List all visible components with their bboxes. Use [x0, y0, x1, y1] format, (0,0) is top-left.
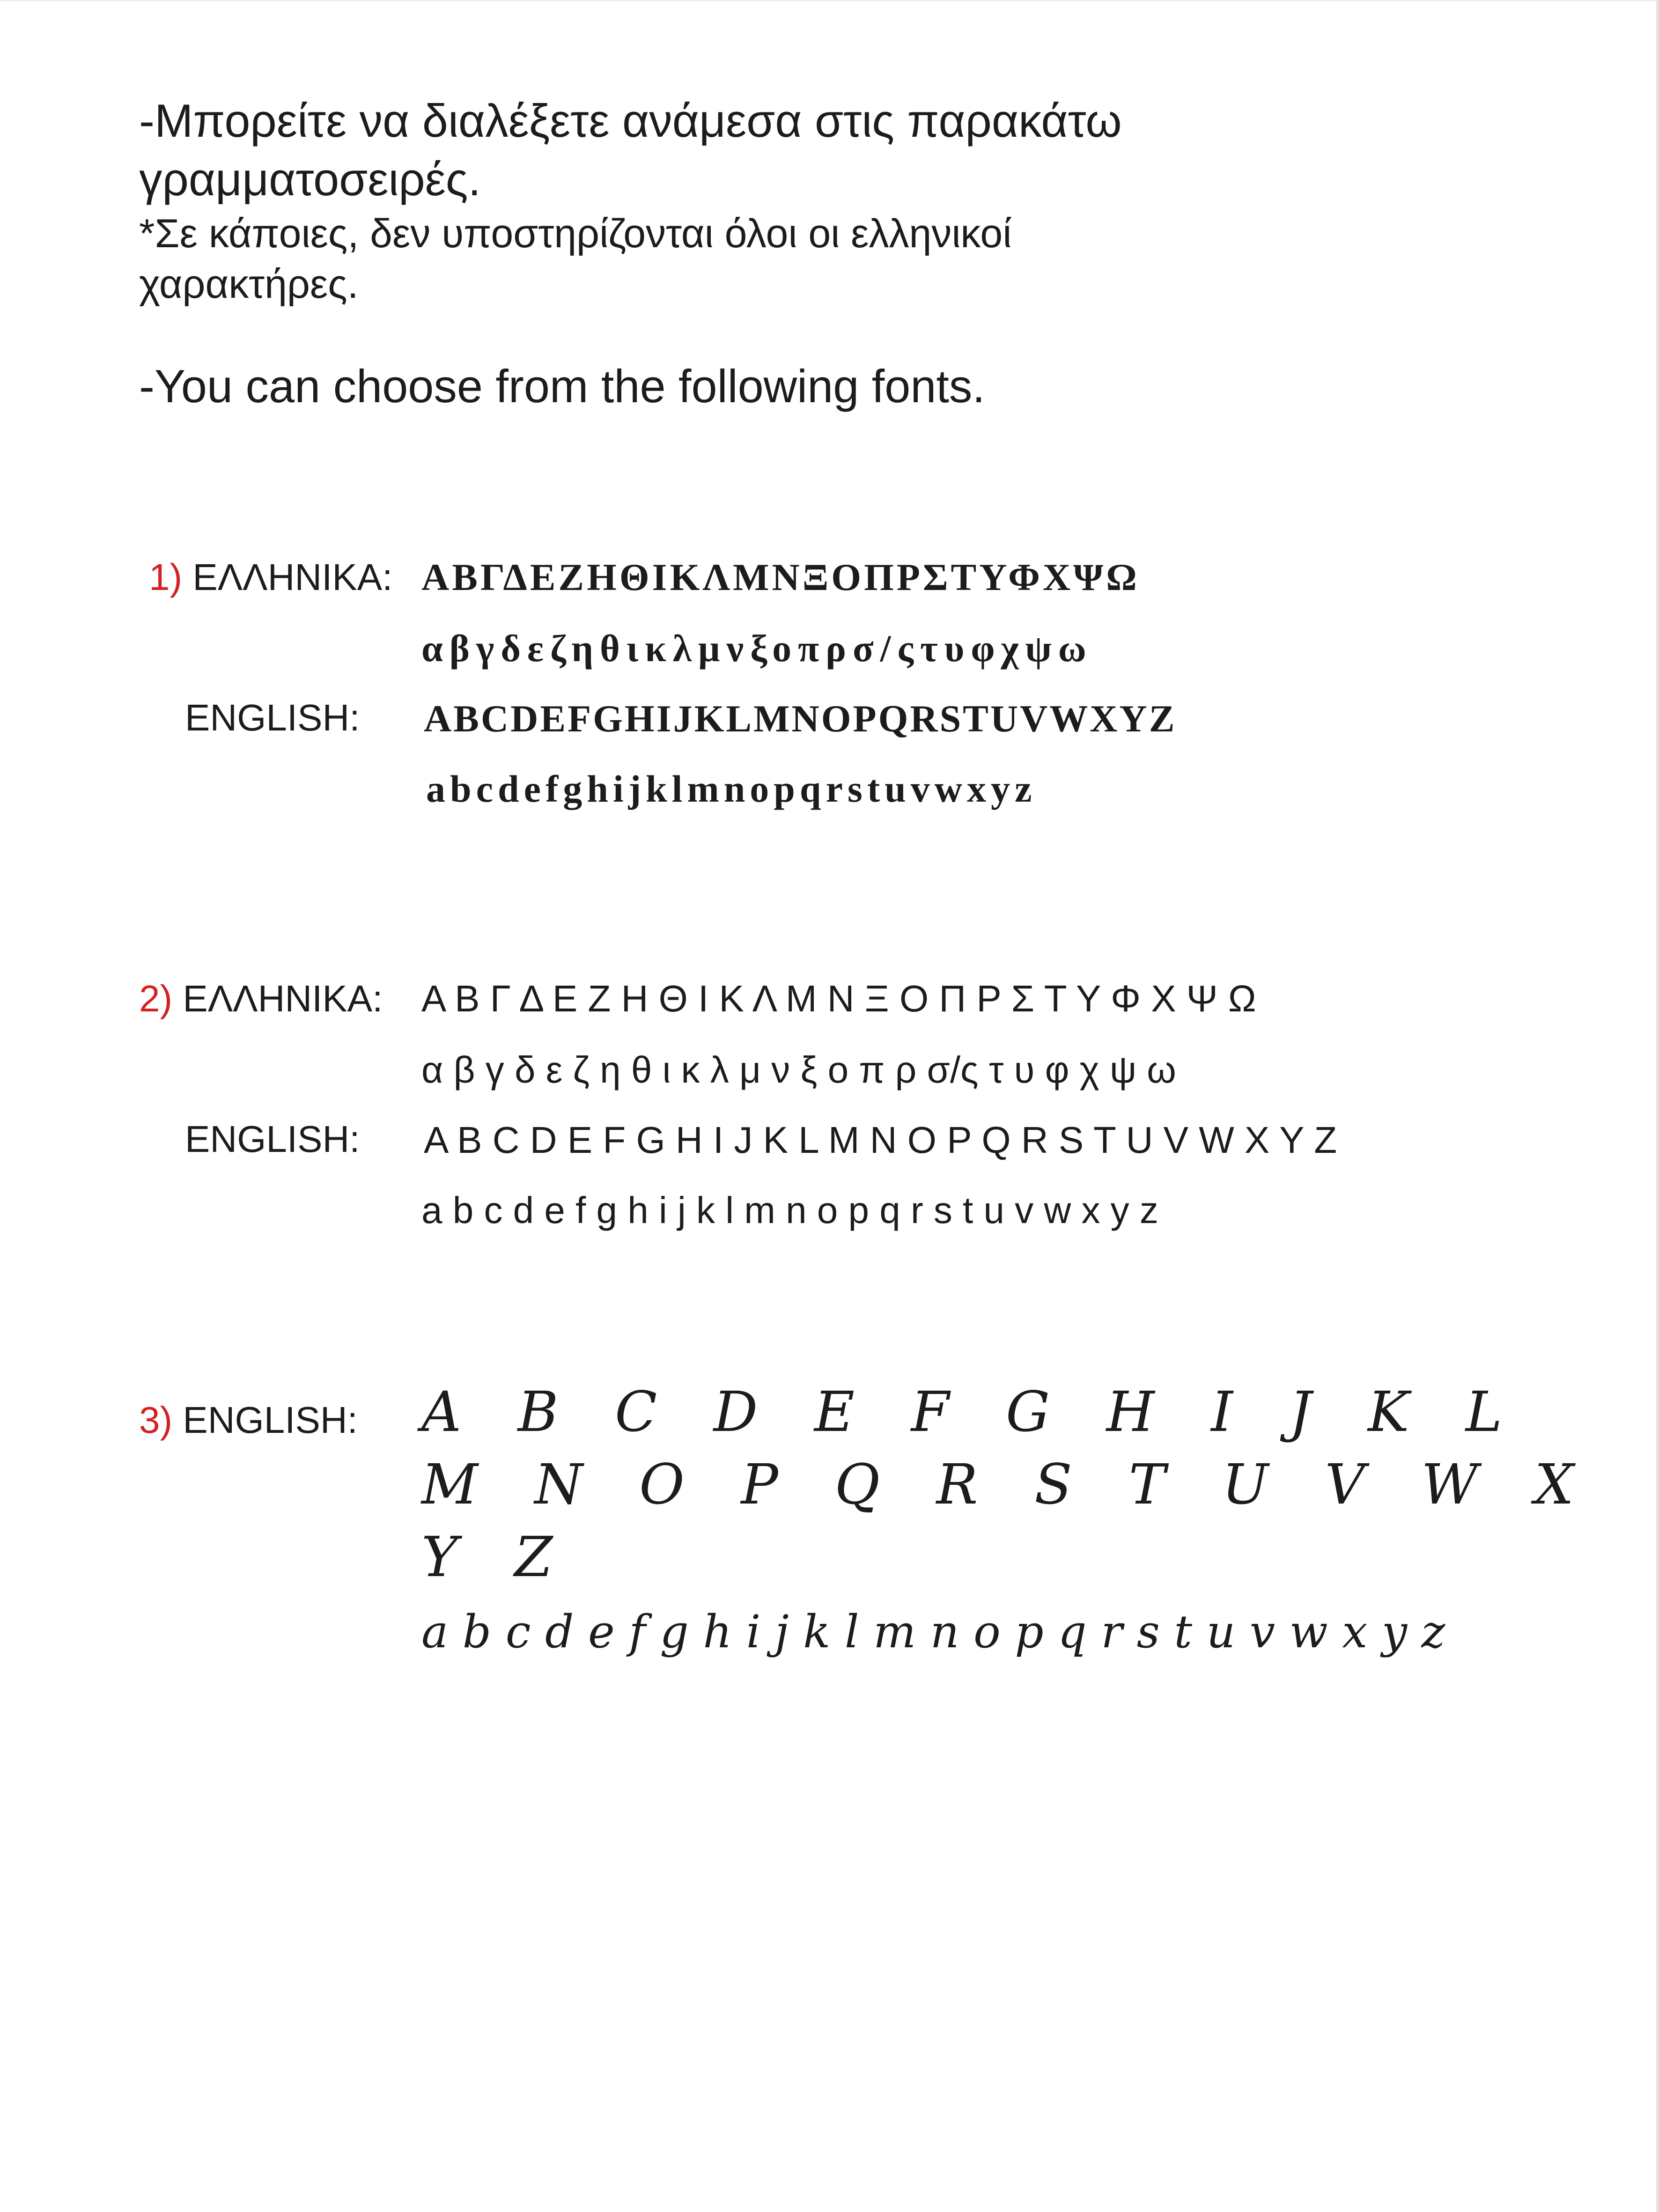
intro-greek-line-2: γραμματοσειρές.: [139, 153, 481, 205]
font-2-english-label: ENGLISH:: [185, 1118, 360, 1160]
font-2-greek-label: [139, 975, 383, 1022]
font-1-english-lower: abcdefghijklmnopqrstuvwxyz: [426, 767, 1037, 810]
font-1-greek-lower: αβγδεζηθικλμνξοπρσ/ςτυφχψω: [421, 627, 1093, 670]
intro-greek-line-1: -Μπορείτε να διαλέξετε ανάμεσα στις παρακάτω: [139, 95, 1122, 147]
font-3-number: 3): [139, 1399, 173, 1441]
intro-greek: [139, 91, 1403, 310]
font-1-number: 1): [149, 556, 183, 598]
intro-english: -You can choose from the following fonts.: [139, 360, 985, 412]
font-3-upper-row-1: A B C D E F G H I J K L: [421, 1379, 1504, 1444]
font-2-english-upper: A B C D E F G H I J K L M N O P Q R S T U V W X Y Z: [424, 1119, 1337, 1161]
font-1-greek-label-text: ΕΛΛΗΝΙΚΑ:: [192, 556, 393, 598]
font-2-greek-lower: α β γ δ ε ζ η θ ι κ λ μ ν ξ ο π ρ σ/ς τ υ φ χ ψ ω: [421, 1049, 1176, 1091]
page-border-top: [0, 0, 1659, 1]
font-1-greek-upper: ΑΒΓΔΕΖΗΘΙΚΛΜΝΞΟΠΡΣΤΥΦΧΨΩ: [421, 556, 1140, 598]
font-1-english-label: ENGLISH:: [185, 697, 360, 738]
font-3-lower-row: a b c d e f g h i j k l m n o p q r s t u v w x y z: [421, 1606, 1445, 1658]
font-3-english-label-text: ENGLISH:: [183, 1399, 358, 1441]
font-2-english-lower: a b c d e f g h i j k l m n o p q r s t u v w x y z: [421, 1189, 1158, 1231]
font-1-english-upper: ABCDEFGHIJKLMNOPQRSTUVWXYZ: [424, 697, 1177, 740]
intro-note-line-1: *Σε κάποιες, δεν υποστηρίζονται όλοι οι ελληνικοί: [139, 211, 1012, 256]
font-2-greek-upper: Α Β Γ Δ Ε Ζ Η Θ Ι Κ Λ Μ Ν Ξ Ο Π Ρ Σ Τ Υ Φ Χ Ψ Ω: [421, 978, 1256, 1019]
font-1-greek-label: [149, 554, 392, 601]
font-2-greek-label-text: ΕΛΛΗΝΙΚΑ:: [183, 978, 383, 1019]
font-3-upper-row-3: Y Z: [421, 1525, 554, 1589]
intro-note-line-2: χαρακτήρες.: [139, 262, 359, 307]
font-2-number: 2): [139, 978, 173, 1019]
font-3-upper-row-2: M N O P Q R S T U V W X: [421, 1452, 1575, 1517]
page-border-right: [1656, 0, 1659, 2212]
font-3-english-label: [139, 1397, 358, 1444]
